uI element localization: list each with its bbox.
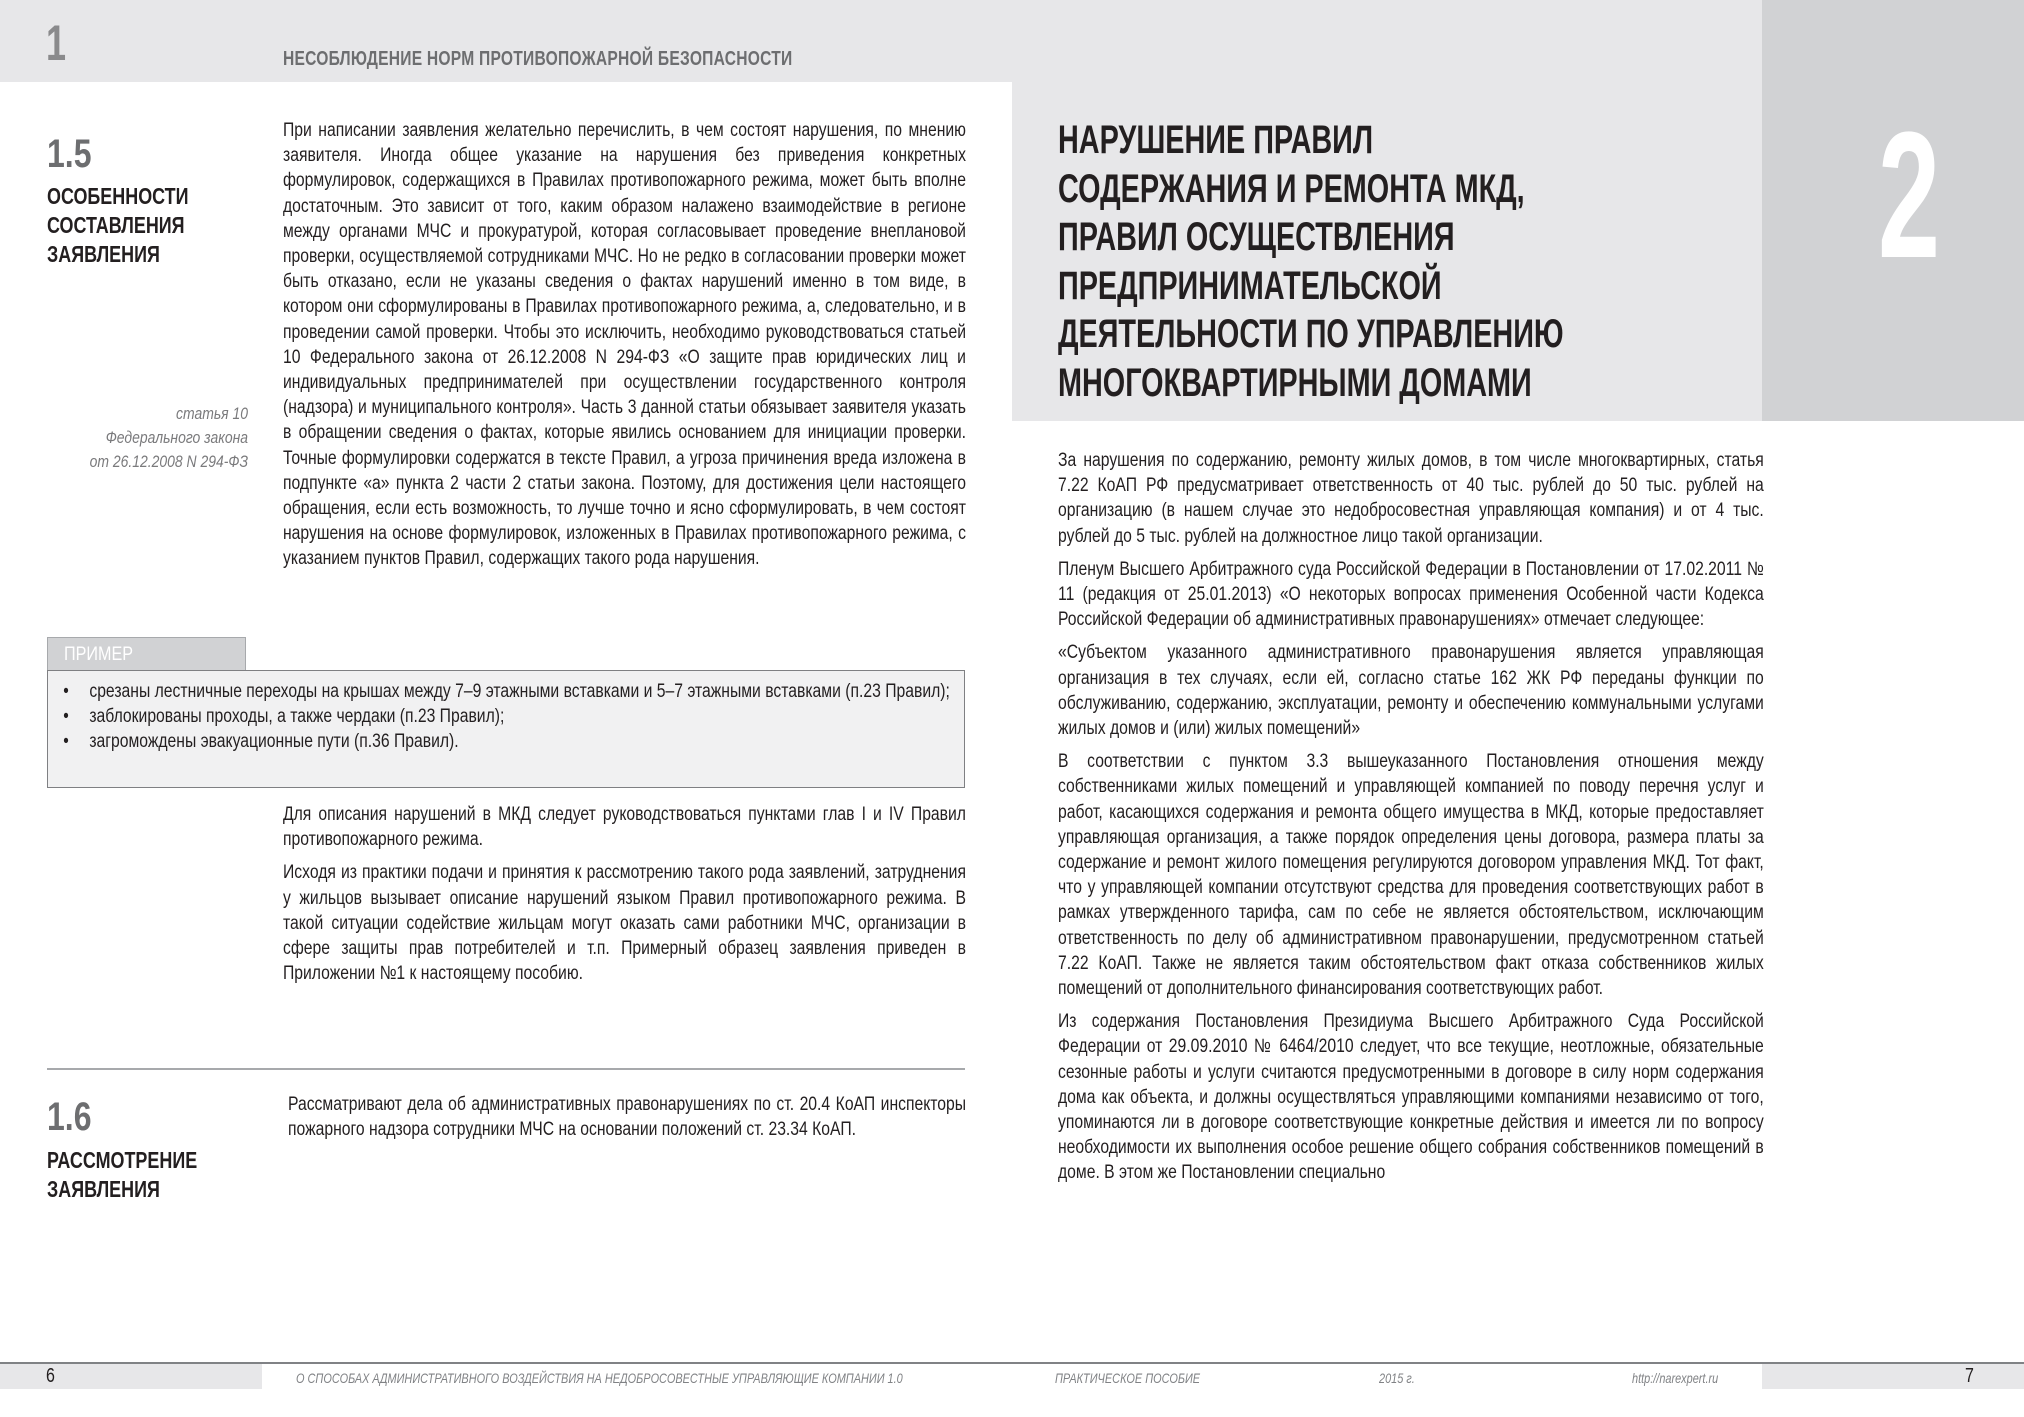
example-label-tab [47,637,246,670]
paragraph: В соответствии с пунктом 3.3 вышеуказанного Постановления отношения между собственниками жилых помещений и управляющей компанией по поводу перечня услуг и работ, касающихся содержания и ремонта общего имущества в МКД, которые предоставляет управляющая организация, а также порядок определения цены договора, размера платы за содержание и ремонт жилого помещения регулируются договором управления МКД. Тот факт, что у управляющей компании отсутствуют средства для проведения соответствующих работ в рамках утвержденного тарифа, сам по себе не является обстоятельством, исключающим ответственность по делу об административном правонарушении, предусмотренном статьей 7.22 КоАП. Также не является таким обстоятельством факт отказа собственников жилых помещений от дополнительного финансирования соответствующих работ. [1058,751,1764,1000]
section-title-line: ОСОБЕННОСТИ [47,183,189,209]
section-1-6-title [47,1146,197,1204]
side-note-line: Федерального закона [105,428,248,447]
example-list-item: • срезаны лестничные переходы на крышах между 7–9 этажными вставками и 5–7 этажными вставками (п.23 Правил); [60,679,955,704]
footer-book-type: ПРАКТИЧЕСКОЕ ПОСОБИЕ [1055,1370,1201,1386]
section-1-5-body [283,118,966,580]
chapter-title-left: НЕСОБЛЮДЕНИЕ НОРМ ПРОТИВОПОЖАРНОЙ БЕЗОПАСНОСТИ [283,48,793,70]
side-note-line: статья 10 [176,404,248,423]
paragraph: Из содержания Постановления Президиума Высшего Арбитражного Суда Российской Федерации от 29.09.2010 № 6464/2010 следует, что все текущие, неотложные, обязательные сезонные работы и услуги считаются предусмотренными в договоре в силу норм содержания дома как объекта, и должны осуществляться управляющими компаниями независимо от того, упоминаются ли в договоре соответствующие конкретные действия и имеется ли по вопросу необходимости их выполнения особое решение общего собрания собственников помещений в доме. В этом же Постановлении специально [1058,1011,1764,1184]
example-list-item: • заблокированы проходы, а также чердаки (п.23 Правил); [60,704,955,729]
chapter-number-right: 2 [1878,95,1941,296]
paragraph: При написании заявления желательно перечислить, в чем состоят нарушения, по мнению заявителя. Иногда общее указание на нарушения без приведения конкретных формулировок, содержащихся в Правилах противопожарного режима, может быть вполне достаточным. Это зависит от того, каким образом налажено взаимодействие в регионе между органами МЧС и прокуратурой, которая согласовывает проведение внеплановой проверки, осуществляемой сотрудниками МЧС. Но не редко в согласовании проверки может быть отказано, если не указаны сведения о фактах нарушений именно в том виде, в котором они сформулированы в Правилах противопожарного режима, а, следовательно, и в проведении самой проверки. Чтобы это исключить, необходимо руководствоваться статьей 10 Федерального закона от 26.12.2008 N 294-ФЗ «О защите прав юридических лиц и индивидуальных предпринимателей при осуществлении государственного контроля (надзора) и муниципального контроля». Часть 3 данной статьи обязывает заявителя указать в обращении сведения о фактах, которые явились основанием для инициации проверки. Точные формулировки содержатся в тексте Правил, а угроза причинения вреда изложена в подпункте «а» пункта 2 части 2 статьи закона. Поэтому, для достижения цели настоящего обращения, если есть возможность, то лучше точно и ясно сформулировать, в чем состоят нарушения на основе формулировок, изложенных в Правилах противопожарного режима, с указанием пунктов Правил, содержащих такого рода нарушения. [283,120,966,570]
section-1-5-title [47,182,189,269]
footer-website-link[interactable]: http://narexpert.ru [1632,1370,1719,1386]
section-1-5-number: 1.5 [47,132,92,176]
section-1-6-number: 1.6 [47,1095,92,1139]
example-box [47,670,965,788]
paragraph: За нарушения по содержанию, ремонту жилых домов, в том числе многоквартирных, статья 7.22 КоАП РФ предусматривает ответственность от 40 тыс. рублей до 50 тыс. рублей на организацию (в нашем случае это недобросовестная управляющая компания) и от 4 тыс. рублей до 5 тыс. рублей на должностное лицо такой организации. [1058,450,1764,547]
example-label: ПРИМЕР [64,644,133,665]
page-number-left: 6 [46,1365,55,1387]
paragraph: Рассматривают дела об административных правонарушениях по ст. 20.4 КоАП инспекторы пожарного надзора сотрудники МЧС на основании положений ст. 23.34 КоАП. [288,1094,967,1141]
right-page-body [1058,448,1764,1194]
footer-book-title: О СПОСОБАХ АДМИНИСТРАТИВНОГО ВОЗДЕЙСТВИЯ НА НЕДОБРОСОВЕСТНЫЕ УПРАВЛЯЮЩИЕ КОМПАНИИ 1.0 [296,1370,903,1386]
section-title-line: ЗАЯВЛЕНИЯ [47,1176,160,1202]
footer-left-box [0,1364,262,1389]
quote-paragraph: «Субъектом указанного административного правонарушения является управляющая организация в тех случаях, если ей, согласно статье 162 ЖК РФ переданы функции по обслуживанию, содержанию, эксплуатации, ремонту и обеспечению коммунальными услугами жилых домов и (или) жилых помещений» [1058,642,1764,740]
paragraph: Пленум Высшего Арбитражного суда Российской Федерации в Постановлении от 17.02.2011 № 11 (редакция от 25.01.2013) «О некоторых вопросах применения Особенной части Кодекса Российской Федерации об административных правонарушениях» отмечает следующее: [1058,558,1764,631]
chapter-title-line: ПРАВИЛ ОСУЩЕСТВЛЕНИЯ [1058,215,1455,259]
section-title-line: ЗАЯВЛЕНИЯ [47,241,160,267]
chapter-title-line: ДЕЯТЕЛЬНОСТИ ПО УПРАВЛЕНИЮ [1058,312,1564,356]
page-number-right: 7 [1965,1365,1974,1387]
side-note-line: от 26.12.2008 N 294-ФЗ [89,452,248,471]
section-title-line: РАССМОТРЕНИЕ [47,1147,198,1173]
side-note-reference [20,402,248,474]
section-1-6-body [288,1092,966,1150]
section-1-5-body-continued [283,802,966,994]
chapter-title-line: МНОГОКВАРТИРНЫМИ ДОМАМИ [1058,360,1532,405]
section-title-line: СОСТАВЛЕНИЯ [47,212,185,238]
example-list [60,679,955,755]
footer-rule [0,1362,2024,1364]
chapter-title-line: НАРУШЕНИЕ ПРАВИЛ [1058,118,1374,162]
example-list-item: • загромождены эвакуационные пути (п.36 Правил). [60,729,955,754]
section-divider [47,1068,965,1070]
footer-year: 2015 г. [1379,1370,1415,1386]
chapter-number-left: 1 [46,15,67,71]
chapter-title-line: ПРЕДПРИНИМАТЕЛЬСКОЙ [1058,263,1442,308]
chapter-title-line: СОДЕРЖАНИЯ И РЕМОНТА МКД, [1058,166,1525,211]
footer-right-box [1762,1364,2024,1389]
paragraph: Для описания нарушений в МКД следует руководствоваться пунктами глав I и IV Правил противопожарного режима. [283,804,966,851]
paragraph: Исходя из практики подачи и принятия к рассмотрению такого рода заявлений, затруднения у жильцов вызывает описание нарушений языком Правил противопожарного режима. В такой ситуации содействие жильцам могут оказать сами работники МЧС, организации в сфере защиты прав потребителей и т.п. Примерный образец заявления приведен в Приложении №1 к настоящему пособию. [283,862,966,985]
chapter-title-right [1058,116,1564,407]
